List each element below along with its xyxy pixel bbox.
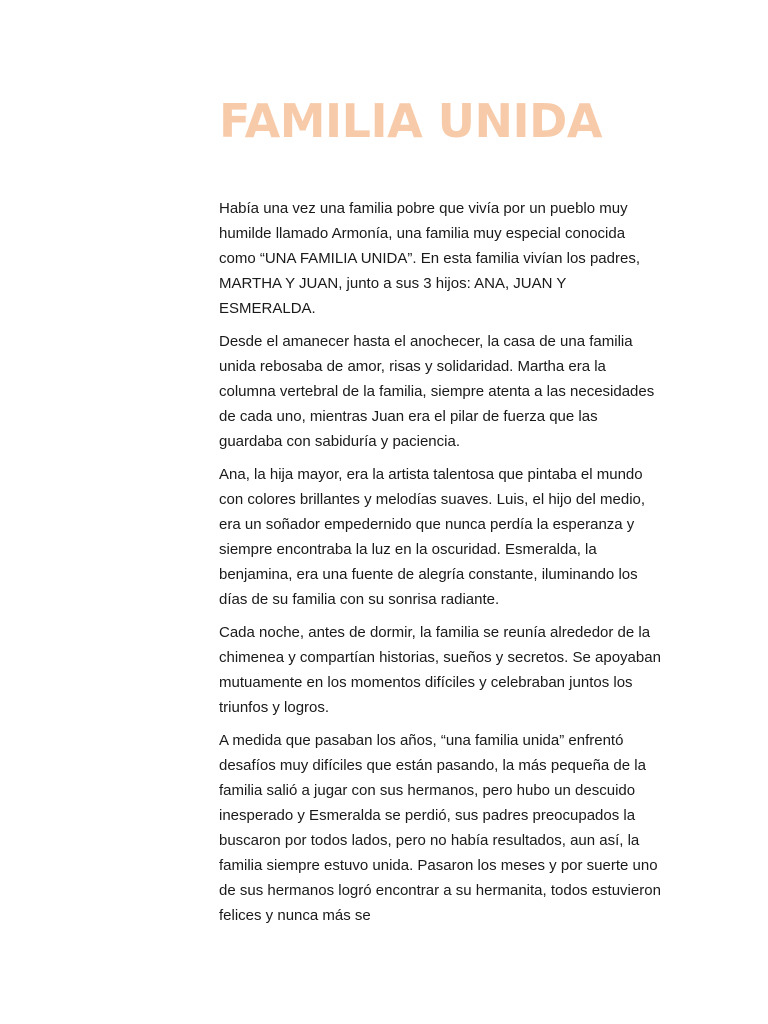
paragraph-4: Cada noche, antes de dormir, la familia se reunía alrededor de la chimenea y compartían historias, sueños y secretos. Se apoyaban mutuamente en los momentos difíciles y celebraban juntos los triunfos y logros. [219,624,661,716]
document-body [219,196,664,936]
paragraph-3: Ana, la hija mayor, era la artista talentosa que pintaba el mundo con colores brillantes y melodías suaves. Luis, el hijo del medio, era un soñador empedernido que nunca perdía la esperanza y siempre encontraba la luz en la oscuridad. Esmeralda, la benjamina, era una fuente de alegría constante, iluminando los días de su familia con su sonrisa radiante. [219,466,646,608]
paragraph-5: A medida que pasaban los años, “una familia unida” enfrentó desafíos muy difíciles que están pasando, la más pequeña de la familia salió a jugar con sus hermanos, pero hubo un descuido inesperado y Esmeralda se perdió, sus padres preocupados la buscaron por todos lados, pero no había resultados, aun así, la familia siempre estuvo unida. Pasaron los meses y por suerte uno de sus hermanos logró encontrar a su hermanita, todos estuvieron felices y nunca más se [219,732,661,924]
document-title: FAMILIA UNIDA [219,94,602,148]
paragraph-1: Había una vez una familia pobre que vivía por un pueblo muy humilde llamado Armonía, una familia muy especial conocida como “UNA FAMILIA UNIDA”. En esta familia vivían los padres, MARTHA Y JUAN, junto a sus 3 hijos: ANA, JUAN Y ESMERALDA. [219,200,640,317]
paragraph-2: Desde el amanecer hasta el anochecer, la casa de una familia unida rebosaba de amor, risas y solidaridad. Martha era la columna vertebral de la familia, siempre atenta a las necesidades de cada uno, mientras Juan era el pilar de fuerza que las guardaba con sabiduría y paciencia. [219,333,655,450]
